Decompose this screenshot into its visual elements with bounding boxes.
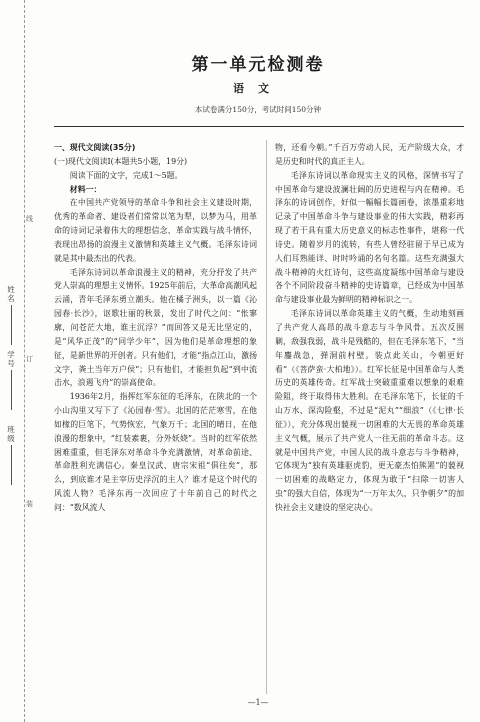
class-label: 班级 <box>7 425 15 443</box>
binding-margin <box>0 0 38 722</box>
paragraph: 毛泽东诗词以革命现实主义的风格，深情书写了中国革命与建设波澜壮阔的历史进程与内在精神。毛泽东的诗词创作，好似一幅幅长篇画卷，浓墨重彩地记录了中国革命斗争与建设事业的伟大实践，精彩再现了若干具有重大历史意义的标志性事件，堪称一代诗史。随着岁月的流转，有些人曾经驻留于早已成为人们耳熟能详、时时吟诵的名句名篇。这些充满强大战斗精神的火红诗句，这些高度凝练中国革命与建设各个不同阶段奋斗精神的史诗篇章，已经成为中国革命与建设事业最为鲜明的精神标识之一。 <box>275 170 464 305</box>
class-blank <box>11 445 12 485</box>
section-heading: 一、现代文阅读(35分) <box>54 143 136 152</box>
subject-title: 语文 <box>233 82 283 95</box>
name-field <box>4 285 18 345</box>
exam-title: 第一单元检测卷 <box>191 55 325 75</box>
cut-mark-line: 线 <box>26 215 33 223</box>
right-column <box>275 141 464 515</box>
exam-page <box>44 0 472 722</box>
paragraph: 在中国共产党领导的革命斗争和社会主义建设时期，优秀的革命者、建设者们常常以笔为犁，以梦为马，用革命的诗词记录着伟大的理想信念、革命实践与战斗情怀，表现出昂扬的浪漫主义激情和英雄主义气概。毛泽东诗词就是其中最杰出的代表。 <box>54 198 257 263</box>
student-id-blank <box>11 370 12 410</box>
subsection-heading: (一)现代文阅读Ⅰ(本题共5小题，19分) <box>54 156 188 166</box>
paragraph: 毛泽东诗词以革命浪漫主义的精神，充分抒发了共产党人崇高的理想主义情怀。1925年前后，大革命高潮风起云涌，青年毛泽东勇立潮头。他在橘子洲头，以一篇《沁园春·长沙》，讴歌壮丽的秋景，发出了时代之问：“怅寥廓，问苍茫大地，谁主沉浮？”而回答又是无比坚定的，是“风华正茂”的“同学少年”，因为他们是革命理想的象征，是新世界的开创者。只有他们，才能“指点江山，激扬文字，粪土当年万户侯”；只有他们，才能担负起“到中流击水，浪遏飞舟”的崇高使命。 <box>54 267 257 388</box>
material-label: 材料一： <box>69 184 102 194</box>
left-column <box>54 141 257 515</box>
exam-note: 本试卷满分150分，考试时间150分钟 <box>194 105 322 114</box>
reading-instruction: 阅读下面的文字，完成1～5题。 <box>69 170 183 180</box>
header-rule <box>54 126 464 127</box>
page-number: —1— <box>247 698 269 707</box>
cut-mark-bind: 订 <box>26 355 33 363</box>
paragraph: 毛泽东诗词以革命英雄主义的气概，生动地刻画了共产党人高昂的战斗意志与斗争风骨。五次反围剿，敌强我弱，战斗是残酷的，但在毛泽东笔下，“当年鏖战急，弹洞前村壁。装点此关山，今朝更好看”（《菩萨蛮·大柏地》）。红军长征是中国革命与人类历史的英雄传奇。红军战士突破重重难以想象的艰难险阻，终于取得伟大胜利。在毛泽东笔下，长征的千山万水、深沟险壑，不过是“泥丸”“细浪”（《七律·长征》），充分体现出藐视一切困难的大无畏的革命英雄主义气概，展示了共产党人一往无前的革命斗志。这就是中国共产党，中国人民的战斗意志与斗争精神，它体现为“独有英雄驱虎豹，更无豪杰怕熊罴”的藐视一切困难的战略定力，体现为敢于“扫除一切害人虫”的强大自信，体现为“一万年太久，只争朝夕”的加快社会主义建设的坚定决心。 <box>275 309 464 512</box>
cut-line <box>24 0 25 722</box>
student-id-field <box>4 350 18 410</box>
name-blank <box>11 305 12 345</box>
cut-mark-fold: 装 <box>26 500 33 508</box>
class-field <box>4 425 18 485</box>
column-divider <box>266 140 267 694</box>
student-id-label: 学号 <box>7 350 15 368</box>
paragraph: 1936年2月，指挥红军东征的毛泽东，在陕北的一个小山沟里又写下了《沁园春·雪》。北国的茫茫寒雪，在他如椽的巨笔下，气势恢宏，气象万千；北国的晴日，在他浪漫的想象中，“红装素裹，分外妖娆”。当时的红军依然困难重重，但毛泽东对革命斗争充满激情，对革命前途、革命胜利充满信心。秦皇汉武、唐宗宋祖“俱往矣”，那么，到底谁才是主宰历史浮沉的主人？谁才是这个时代的风流人物？毛泽东再一次回应了十年前自己的时代之问：“数风流人 <box>54 392 257 512</box>
paragraph-continued: 物，还看今朝。”千百万劳动人民，无产阶级大众，才是历史和时代的真正主人。 <box>275 143 464 166</box>
name-label: 姓名 <box>7 285 15 303</box>
